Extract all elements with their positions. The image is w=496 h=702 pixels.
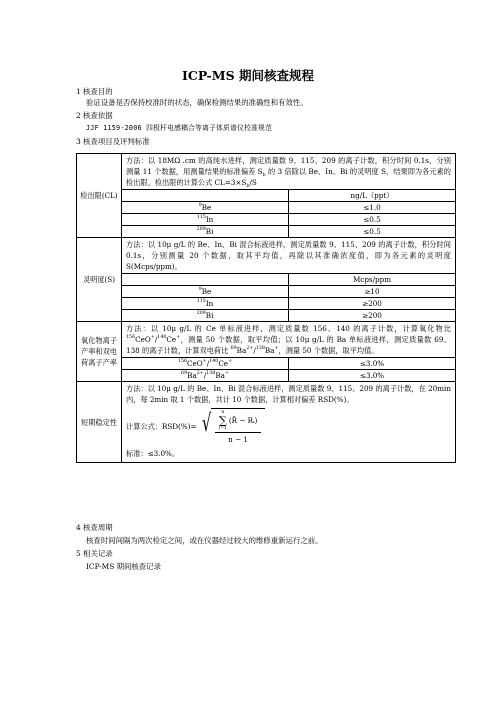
table-row: $^{115}$In ≤0.5	[77, 214, 456, 226]
section-1-heading: 1 核查目的	[76, 87, 113, 96]
table-row: $^{209}$Bi ≤0.5	[77, 226, 456, 238]
detection-limit-method: 方法：以 18MΩ .cm 的高纯水进样，测定质量数 9、115、209 的离子计数，积分时间 0.1s，分别测量 11 个数据，用测量结果的标准偏差 $S_b$ 的 3 倍除以 Be、In、Bi 的灵明度 S，结果即为各元素的检出限。检出限的计算公式 $CL=3\times S_b/S$	[122, 154, 456, 190]
row-label-detection-limit: 检出限(CL)	[77, 154, 122, 238]
table-row: Mcps/ppm	[77, 274, 456, 286]
rsd-formula: 计算公式：RSD(%)= √ n ∑ i=1 (R̄ − Rᵢ) n − 1	[126, 405, 451, 445]
section-4-heading: 4 核查周期	[76, 523, 113, 532]
section-2-heading: 2 核查依据	[76, 111, 113, 120]
sensitivity-method: 方法：以 10μ g/L 的 Be、In、Bi 混合标液进样，测定质量数 9、115、209 的离子计数，积分时间 0.1s，分别测量 20 个数据，取其平均值，再除以其准确浓度值，即为各元素的灵明度 S(Mcps/ppm)。	[122, 238, 456, 274]
table-row: $^{156}$CeO+/$^{140}$Ce+ ≤3.0%	[77, 358, 456, 370]
section-2-body: JJF 1159-2006 四极杆电感耦合等离子体质谱仪校准规范	[86, 124, 273, 132]
table-row	[77, 382, 456, 463]
table-row	[77, 154, 456, 190]
section-5-heading: 5 相关记录	[76, 549, 113, 558]
table-row	[77, 190, 456, 202]
table-row: $^{115}$In ≥200	[77, 298, 456, 310]
unit-cell: ng/L（ppt）	[289, 190, 456, 202]
criteria-table	[76, 153, 456, 463]
oxide-method: 方法：以 10μ g/L 的 Ce 单标液进样，测定质量数 156、140 的离子计数，计算氧化物比 $^{156}$CeO+/$^{140}$Ce+，测量 50 个数据，取平均值；以 10μ g/L 的 Ba 单标液进样，测定质量数 69、138 的离子计数，计算双电荷比 $^{69}Ba^{2+}/^{138}Ba^+$，测量 50 个数据，取平均值。	[122, 322, 456, 358]
row-label-sensitivity: 灵明度(S)	[77, 238, 122, 322]
table-row: $^9$Be ≥10	[77, 286, 456, 298]
row-label-oxide: 氧化物离子产率和双电荷离子产率	[77, 322, 122, 382]
table-row: $^{209}$Bi ≥200	[77, 310, 456, 322]
row-label-stability: 短期稳定性	[77, 382, 122, 463]
table-row: $^9$Be ≤1.0	[77, 202, 456, 214]
table-row: $^{69}Ba^{2+}/^{138}Ba^+$ ≤3.0%	[77, 370, 456, 382]
section-1-body: 验证设备是否保持校准时的状态，确保检测结果的准确性和有效性。	[86, 98, 308, 107]
section-5-body: ICP-MS 期间核查记录	[86, 562, 161, 571]
page-title: ICP-MS 期间核查规程	[182, 68, 314, 83]
stability-method: 方法：以 10μ g/L 的 Be、In、Bi 混合标液进样，测定质量数 9、115、209 的离子计数，在 20min 内，每 2min 取 1 个数据，共计 10 个数据，计算相对偏差 RSD(%)。 计算公式：RSD(%)= √ n ∑ i=1 (R̄ − Rᵢ) n − 1 标准：≤3.0%。	[122, 382, 456, 463]
table-row	[77, 322, 456, 358]
section-3-heading: 3 核查项目及评判标准	[76, 137, 150, 146]
table-row	[77, 238, 456, 274]
section-4-body: 核查时间间隔为两次检定之间，或在仪器经过较大的维修重新运行之前。	[86, 536, 323, 545]
